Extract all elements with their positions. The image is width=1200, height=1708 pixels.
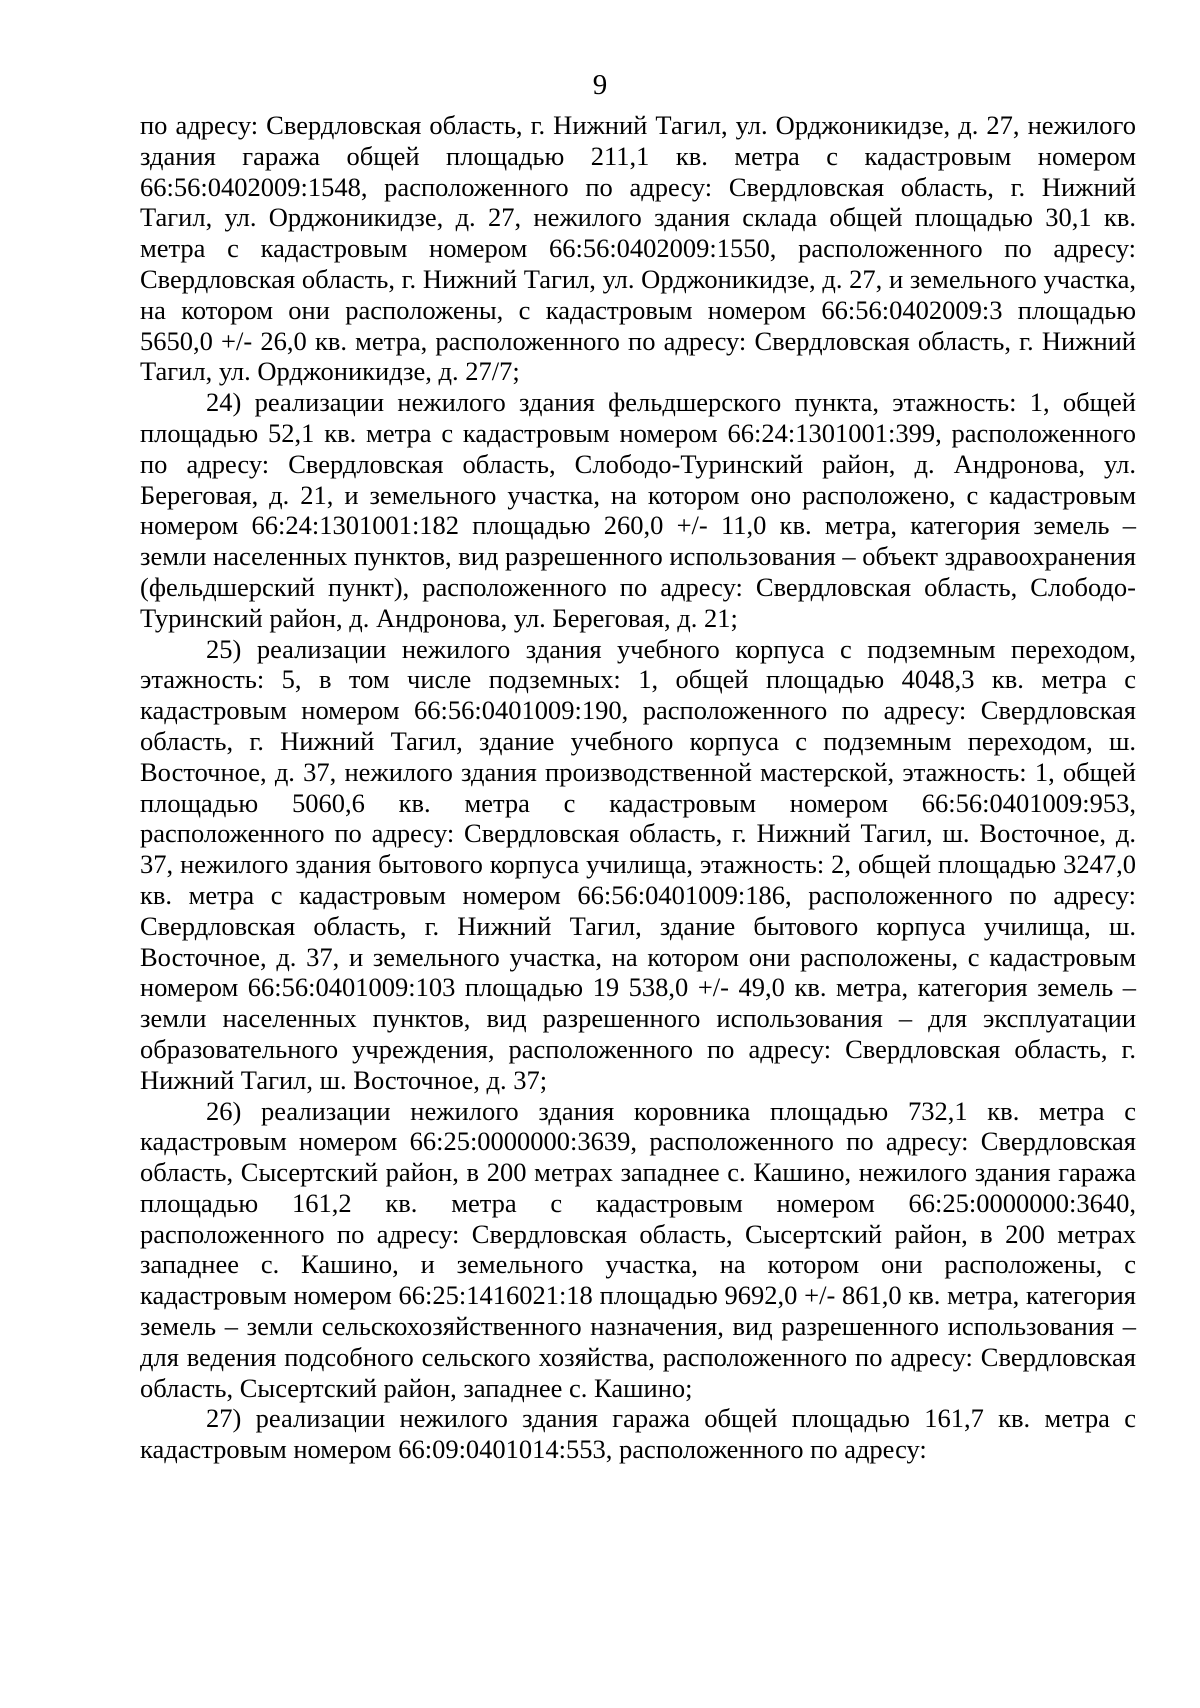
document-body bbox=[140, 110, 1136, 1465]
paragraph-item-27: 27) реализации нежилого здания гаража общей площадью 161,7 кв. метра с кадастровым номером 66:09:0401014:553, расположенного по адресу: bbox=[140, 1403, 1136, 1465]
page-number: 9 bbox=[592, 69, 608, 101]
paragraph-continuation: по адресу: Свердловская область, г. Нижний Тагил, ул. Орджоникидзе, д. 27, нежилого здания гаража общей площадью 211,1 кв. метра с кадастровым номером 66:56:0402009:1548, расположенного по адресу: Свердловская область, г. Нижний Тагил, ул. Орджоникидзе, д. 27, нежилого здания склада общей площадью 30,1 кв. метра с кадастровым номером 66:56:0402009:1550, расположенного по адресу: Свердловская область, г. Нижний Тагил, ул. Орджоникидзе, д. 27, и земельного участка, на котором они расположены, с кадастровым номером 66:56:0402009:3 площадью 5650,0 +/- 26,0 кв. метра, расположенного по адресу: Свердловская область, г. Нижний Тагил, ул. Орджоникидзе, д. 27/7; bbox=[140, 110, 1136, 387]
paragraph-item-25: 25) реализации нежилого здания учебного корпуса с подземным переходом, этажность: 5, в том числе подземных: 1, общей площадью 4048,3 кв. метра с кадастровым номером 66:56:0401009:190, расположенного по адресу: Свердловская область, г. Нижний Тагил, здание учебного корпуса с подземным переходом, ш. Восточное, д. 37, нежилого здания производственной мастерской, этажность: 1, общей площадью 5060,6 кв. метра с кадастровым номером 66:56:0401009:953, расположенного по адресу: Свердловская область, г. Нижний Тагил, ш. Восточное, д. 37, нежилого здания бытового корпуса училища, этажность: 2, общей площадью 3247,0 кв. метра с кадастровым номером 66:56:0401009:186, расположенного по адресу: Свердловская область, г. Нижний Тагил, здание бытового корпуса училища, ш. Восточное, д. 37, и земельного участка, на котором они расположены, с кадастровым номером 66:56:0401009:103 площадью 19 538,0 +/- 49,0 кв. метра, категория земель – земли населенных пунктов, вид разрешенного использования – для эксплуатации образовательного учреждения, расположенного по адресу: Свердловская область, г. Нижний Тагил, ш. Восточное, д. 37; bbox=[140, 633, 1136, 1095]
paragraph-item-24: 24) реализации нежилого здания фельдшерского пункта, этажность: 1, общей площадью 52,1 кв. метра с кадастровым номером 66:24:1301001:399, расположенного по адресу: Свердловская область, Слободо-Туринский район, д. Андронова, ул. Береговая, д. 21, и земельного участка, на котором оно расположено, с кадастровым номером 66:24:1301001:182 площадью 260,0 +/- 11,0 кв. метра, категория земель – земли населенных пунктов, вид разрешенного использования – объект здравоохранения (фельдшерский пункт), расположенного по адресу: Свердловская область, Слободо-Туринский район, д. Андронова, ул. Береговая, д. 21; bbox=[140, 387, 1136, 633]
paragraph-item-26: 26) реализации нежилого здания коровника площадью 732,1 кв. метра с кадастровым номером 66:25:0000000:3639, расположенного по адресу: Свердловская область, Сысертский район, в 200 метрах западнее с. Кашино, нежилого здания гаража площадью 161,2 кв. метра с кадастровым номером 66:25:0000000:3640, расположенного по адресу: Свердловская область, Сысертский район, в 200 метрах западнее с. Кашино, и земельного участка, на котором они расположены, с кадастровым номером 66:25:1416021:18 площадью 9692,0 +/- 861,0 кв. метра, категория земель – земли сельскохозяйственного назначения, вид разрешенного использования – для ведения подсобного сельского хозяйства, расположенного по адресу: Свердловская область, Сысертский район, западнее с. Кашино; bbox=[140, 1095, 1136, 1403]
